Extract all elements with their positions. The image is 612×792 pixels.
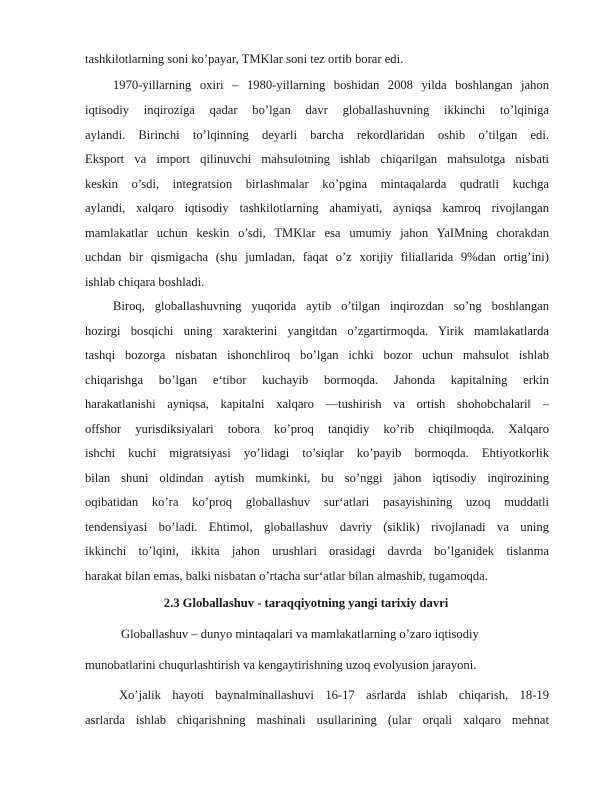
paragraph-2-line: chiqarishga bo’lgan e‘tibor kuchayib bormoqda. Jahonda kapitalning erkin xyxy=(85,373,549,387)
paragraph-1-line: iqtisodiy inqiroziga qadar bo’lgan davr globallashuvning ikkinchi to’lqiniga xyxy=(85,103,549,117)
paragraph-2-line: tendensiyasi bo’ladi. Ehtimol, globallashuv davriy (siklik) rivojlanadi va uning xyxy=(85,520,549,534)
paragraph-1-line: uchdan bir qismigacha (shu jumladan, faqat o’z xorijiy filiallarida 9%dan ortig’ini) xyxy=(85,250,549,264)
paragraph-1-line: keskin o’sdi, integratsion birlashmalar ko’pgina mintaqalarda qudratli kuchga xyxy=(85,177,549,191)
section-heading: 2.3 Globallashuv - taraqqiyotning yangi tarixiy davri xyxy=(163,596,449,610)
paragraph-4-line: Xo’jalik hayoti baynalminallashuvi 16-17 asrlarda ishlab chiqarish, 18-19 xyxy=(119,688,549,702)
paragraph-1-line: mamlakatlar uchun keskin o’sdi, TMKlar esa umumiy jahon YaIMning chorakdan xyxy=(85,226,549,240)
paragraph-1-line: aylandi, xalqaro iqtisodiy tashkilotlarning ahamiyati, ayniqsa kamroq rivojlangan xyxy=(85,201,549,215)
paragraph-2-line: harakat bilan emas, balki nisbatan o’rtacha sur‘atlar bilan almashib, tugamoqda. xyxy=(85,569,488,583)
paragraph-2-line: oqibatidan ko’ra ko’proq globallashuv sur‘atlari pasayishining uzoq muddatli xyxy=(85,495,549,509)
paragraph-2-line: harakatlanishi ayniqsa, kapitalni xalqaro ―tushirish va ortish shohobchalari‖ – xyxy=(85,397,549,411)
paragraph-3-line: Globallashuv – dunyo mintaqalari va mamlakatlarning o’zaro iqtisodiy xyxy=(121,627,479,641)
paragraph-1-line: ishlab chiqara boshladi. xyxy=(85,275,205,289)
paragraph-1-line: 1970-yillarning oxiri – 1980-yillarning boshidan 2008 yilda boshlangan jahon xyxy=(113,78,549,92)
paragraph-2-line: ishchi kuchi migratsiyasi yo’lidagi to’siqlar ko’payib bormoqda. Ehtiyotkorlik xyxy=(85,446,549,460)
paragraph-2-line: tashqi bozorga nisbatan ishonchliroq bo’lgan ichki bozor uchun mahsulot ishlab xyxy=(85,348,549,362)
paragraph-1-line: Eksport va import qilinuvchi mahsulotning ishlab chiqarilgan mahsulotga nisbati xyxy=(85,152,549,166)
paragraph-1-line: aylandi. Birinchi to’lqinning deyarli barcha rekordlaridan oshib o’tilgan edi. xyxy=(85,128,549,142)
text-line: tashkilotlarning soni ko’payar, TMKlar soni tez ortib borar edi. xyxy=(85,52,404,66)
paragraph-2-line: bilan shuni oldindan aytish mumkinki, bu so’nggi jahon iqtisodiy inqirozining xyxy=(85,471,549,485)
paragraph-2-line: hozirgi bosqichi uning xarakterini yangitdan o’zgartirmoqda. Yirik mamlakatlarda xyxy=(85,324,549,338)
paragraph-2-line: ikkinchi to’lqini, ikkita jahon urushlari orasidagi davrda bo’lganidek tislanma xyxy=(85,544,549,558)
paragraph-2-line: offshor yurisdiksiyalari tobora ko’proq tanqidiy ko’rib chiqilmoqda. Xalqaro xyxy=(85,422,549,436)
paragraph-3-line: munobatlarini chuqurlashtirish va kengaytirishning uzoq evolyusion jarayoni. xyxy=(85,658,477,672)
paragraph-4-line: asrlarda ishlab chiqarishning mashinali usullarining (ular orqali xalqaro mehnat xyxy=(85,713,549,727)
paragraph-2-line: Biroq, globallashuvning yuqorida aytib o’tilgan inqirozdan so’ng boshlangan xyxy=(113,299,549,313)
